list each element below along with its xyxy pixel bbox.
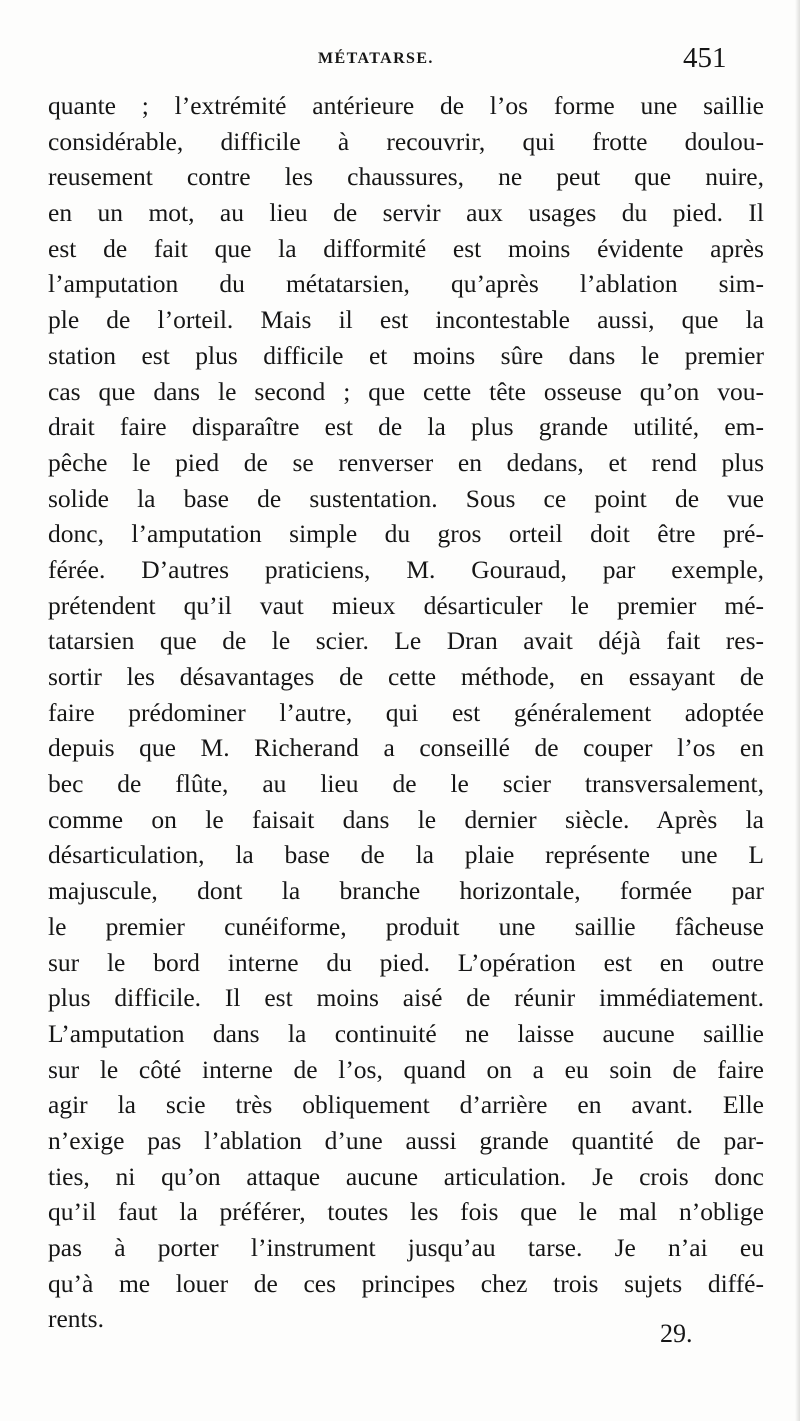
text-line: quante ; l’extrémité antérieure de l’os forme une saillie bbox=[48, 91, 764, 120]
text-line: qu’il faut la préférer, toutes les fois que le mal n’oblige bbox=[48, 1197, 764, 1227]
text-line: en un mot, au lieu de servir aux usages du pied. Il bbox=[48, 198, 764, 228]
text-line: agir la scie très obliquement d’arrière en avant. Elle bbox=[48, 1090, 764, 1120]
page-edge-shadow bbox=[795, 0, 800, 1421]
text-line: pêche le pied de se renverser en dedans, et rend plus bbox=[48, 447, 764, 477]
text-line: sortir les désavantages de cette méthode, en essayant de bbox=[48, 662, 764, 691]
text-line: comme on le faisait dans le dernier siècle. Après la bbox=[48, 804, 764, 834]
text-line: drait faire disparaître est de la plus grande utilité, em- bbox=[48, 412, 764, 442]
text-line: bec de flûte, au lieu de le scier transversalement, bbox=[48, 769, 764, 799]
text-line: le premier cunéiforme, produit une saillie fâcheuse bbox=[48, 911, 764, 941]
text-line: station est plus difficile et moins sûre dans le premier bbox=[48, 340, 764, 370]
text-line: depuis que M. Richerand a conseillé de couper l’os en bbox=[48, 733, 764, 763]
text-line: tatarsien que de le scier. Le Dran avait déjà fait res- bbox=[48, 626, 764, 656]
signature-mark: 29. bbox=[660, 1319, 693, 1348]
running-head: MÉTATARSE. bbox=[318, 50, 434, 67]
text-line: cas que dans le second ; que cette tête osseuse qu’on vou- bbox=[48, 376, 764, 406]
text-line: pas à porter l’instrument jusqu’au tarse. Je n’ai eu bbox=[48, 1233, 764, 1262]
text-line: qu’à me louer de ces principes chez trois sujets diffé- bbox=[48, 1268, 764, 1298]
page-number: 451 bbox=[683, 42, 727, 74]
text-line: considérable, difficile à recouvrir, qui frotte doulou- bbox=[48, 126, 764, 156]
page-header bbox=[0, 44, 800, 80]
text-line: faire prédominer l’autre, qui est généralement adoptée bbox=[48, 697, 764, 727]
text-line: férée. D’autres praticiens, M. Gouraud, par exemple, bbox=[48, 554, 764, 584]
text-line: est de fait que la difformité est moins évidente après bbox=[48, 233, 764, 263]
text-line: donc, l’amputation simple du gros orteil doit être pré- bbox=[48, 519, 764, 549]
text-line: désarticulation, la base de la plaie représente une L bbox=[48, 840, 764, 870]
text-line: sur le côté interne de l’os, quand on a eu soin de faire bbox=[48, 1054, 764, 1084]
text-line: l’amputation du métatarsien, qu’après l’ablation sim- bbox=[48, 269, 764, 299]
text-line: sur le bord interne du pied. L’opération est en outre bbox=[48, 947, 764, 977]
text-line: plus difficile. Il est moins aisé de réunir immédiatement. bbox=[48, 983, 764, 1013]
text-line: L’amputation dans la continuité ne laisse aucune saillie bbox=[48, 1018, 764, 1048]
text-line: solide la base de sustentation. Sous ce point de vue bbox=[48, 483, 764, 513]
text-line: prétendent qu’il vaut mieux désarticuler le premier mé- bbox=[48, 590, 764, 620]
text-line: n’exige pas l’ablation d’une aussi grande quantité de par- bbox=[48, 1125, 764, 1155]
body-text bbox=[48, 88, 764, 1337]
text-line: majuscule, dont la branche horizontale, formée par bbox=[48, 876, 764, 906]
text-line: ties, ni qu’on attaque aucune articulation. Je crois donc bbox=[48, 1161, 764, 1191]
text-line: rents. bbox=[48, 1304, 104, 1334]
text-line: reusement contre les chaussures, ne peut que nuire, bbox=[48, 162, 764, 192]
text-line: ple de l’orteil. Mais il est incontestable aussi, que la bbox=[48, 305, 764, 335]
